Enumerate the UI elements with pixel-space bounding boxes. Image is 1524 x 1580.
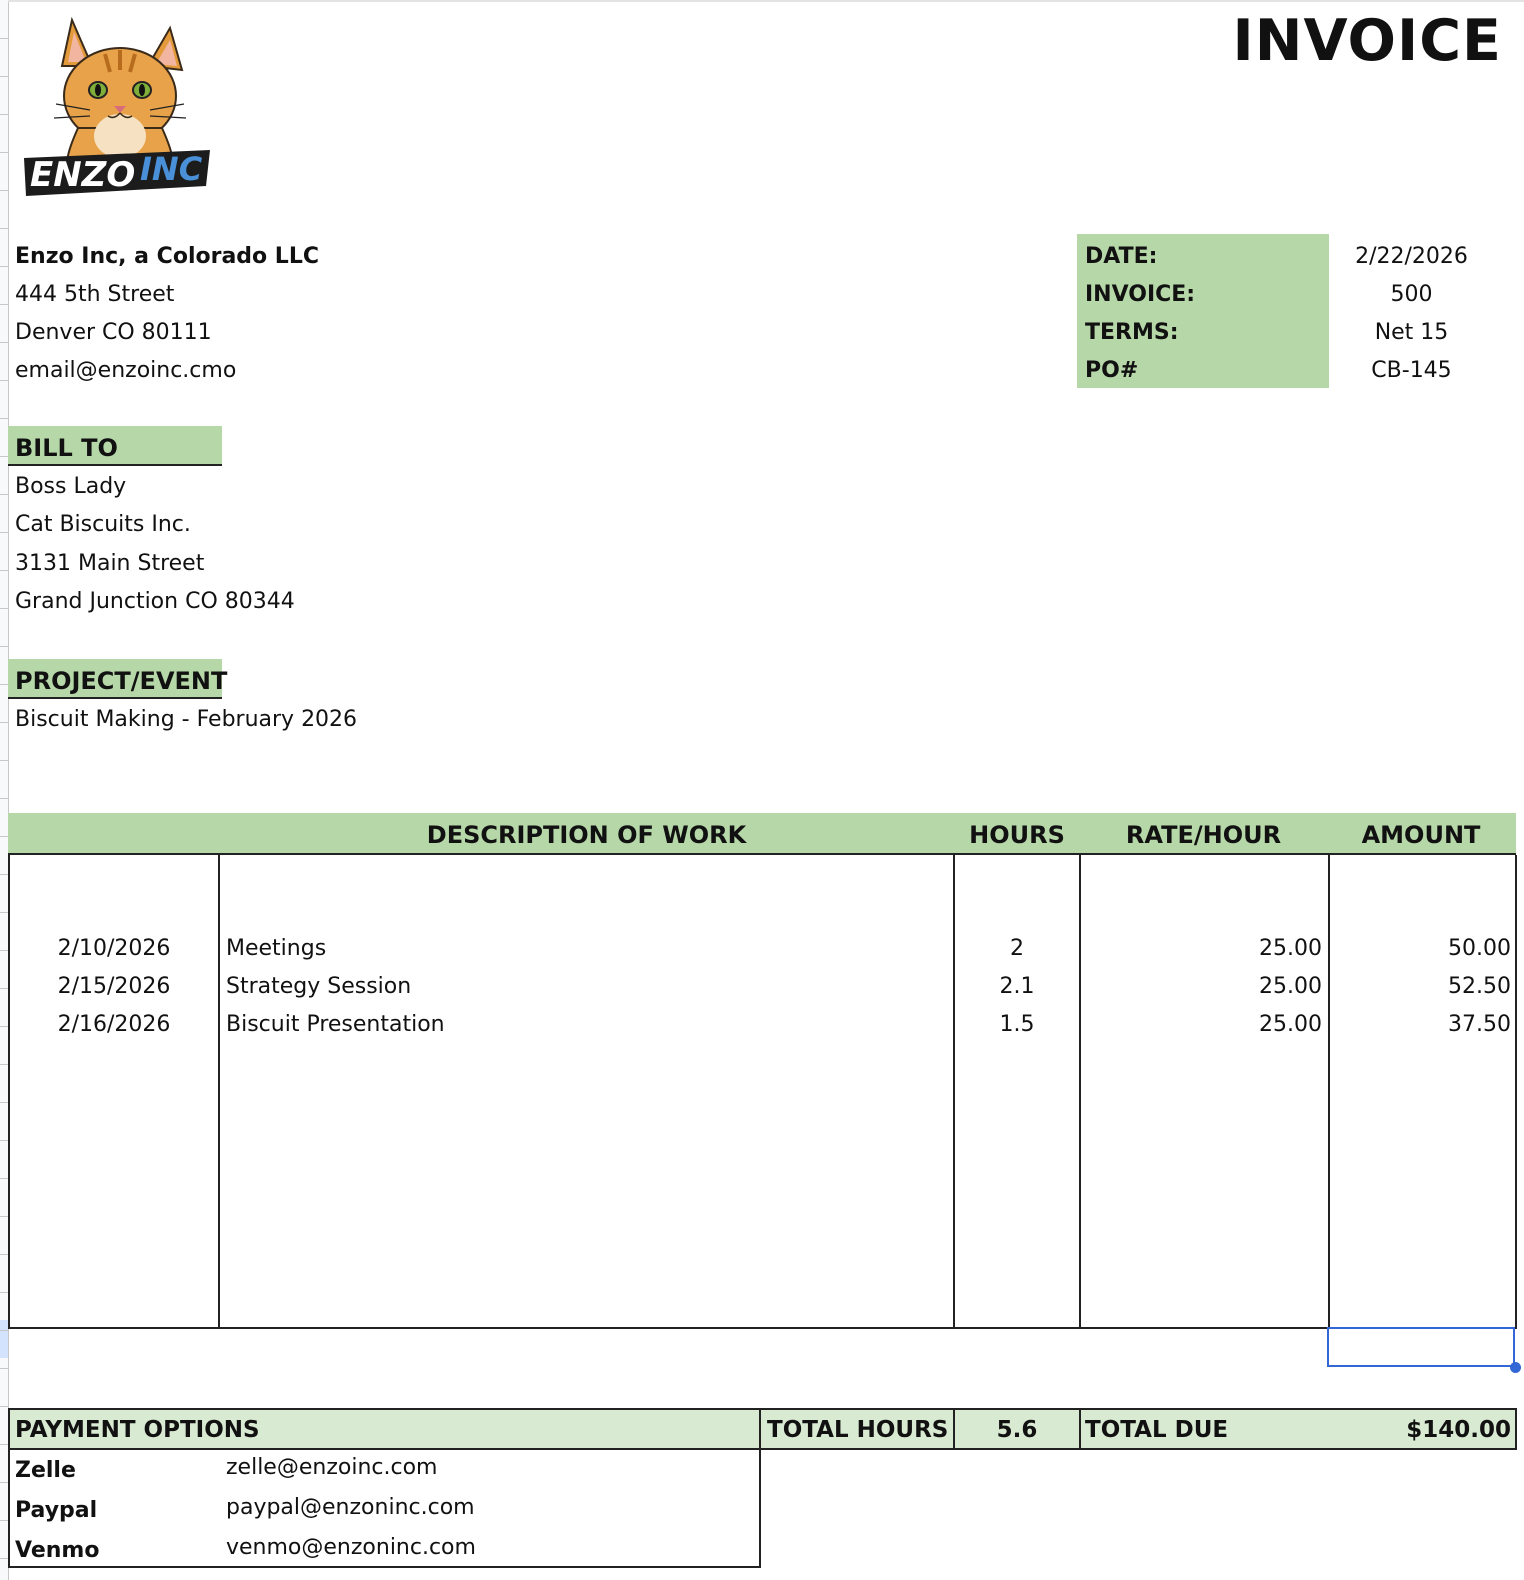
bill-to-heading: BILL TO	[8, 426, 222, 466]
row-header-tick	[0, 266, 8, 267]
bill-to-street[interactable]: 3131 Main Street	[15, 551, 205, 576]
total-due-label: TOTAL DUE	[1085, 1417, 1229, 1443]
row-3-rate[interactable]: 25.00	[1259, 1012, 1322, 1037]
row-header-tick	[0, 190, 8, 191]
company-email: email@enzoinc.cmo	[15, 358, 237, 383]
row-header-tick	[0, 1102, 8, 1103]
row-header-tick	[0, 532, 8, 533]
row-header-tick	[0, 912, 8, 913]
row-1-amount[interactable]: 50.00	[1448, 936, 1511, 961]
payment-address-venmo[interactable]: venmo@enzoninc.com	[226, 1535, 476, 1560]
row-2-rate[interactable]: 25.00	[1259, 974, 1322, 999]
row-header-tick	[0, 1064, 8, 1065]
row-3-description[interactable]: Biscuit Presentation	[226, 1012, 445, 1037]
payment-address-zelle[interactable]: zelle@enzoinc.com	[226, 1455, 438, 1480]
svg-text:INC: INC	[140, 150, 203, 188]
company-logo	[20, 8, 220, 203]
grid-line	[1079, 1408, 1081, 1450]
company-street: 444 5th Street	[15, 282, 175, 307]
row-header-tick	[0, 342, 8, 343]
row-header-tick	[0, 114, 8, 115]
row-header-tick	[0, 1330, 8, 1331]
company-name: Enzo Inc, a Colorado LLC	[15, 244, 319, 269]
row-header-tick	[0, 304, 8, 305]
row-2-description[interactable]: Strategy Session	[226, 974, 412, 999]
invoice-number-label: INVOICE:	[1085, 282, 1196, 307]
bill-to-company[interactable]: Cat Biscuits Inc.	[15, 512, 191, 537]
row-3-hours[interactable]: 1.5	[999, 1012, 1035, 1037]
row-2-amount[interactable]: 52.50	[1448, 974, 1511, 999]
total-hours-label: TOTAL HOURS	[767, 1417, 949, 1443]
project-value[interactable]: Biscuit Making - February 2026	[15, 707, 358, 732]
grid-line	[1515, 1408, 1517, 1450]
row-header-tick	[0, 1368, 8, 1369]
row-header-tick	[0, 1026, 8, 1027]
row-header-tick	[0, 950, 8, 951]
fill-handle[interactable]	[1510, 1362, 1521, 1373]
svg-text:ENZO: ENZO	[30, 155, 136, 195]
row-header-tick	[0, 456, 8, 457]
row-1-hours[interactable]: 2	[1010, 936, 1024, 961]
invoice-number-value[interactable]: 500	[1390, 282, 1433, 307]
po-value[interactable]: CB-145	[1371, 358, 1452, 383]
date-label: DATE:	[1085, 244, 1158, 269]
col-amount-header: AMOUNT	[1361, 821, 1481, 849]
grid-line	[953, 855, 955, 1328]
row-header-tick	[0, 76, 8, 77]
row-header-tick	[0, 646, 8, 647]
company-city: Denver CO 80111	[15, 320, 212, 345]
row-header-tick	[0, 1520, 8, 1521]
row-header-tick	[0, 874, 8, 875]
row-1-rate[interactable]: 25.00	[1259, 936, 1322, 961]
invoice-title: INVOICE	[1232, 8, 1502, 74]
payment-method-zelle: Zelle	[15, 1458, 76, 1483]
row-1-date[interactable]: 2/10/2026	[57, 936, 171, 961]
row-1-description[interactable]: Meetings	[226, 936, 327, 961]
bill-to-city[interactable]: Grand Junction CO 80344	[15, 589, 295, 614]
col-rate-header: RATE/HOUR	[1125, 821, 1282, 849]
row-header-tick	[0, 836, 8, 837]
row-header-tick	[0, 1178, 8, 1179]
po-label: PO#	[1085, 358, 1139, 383]
row-header-tick	[0, 1406, 8, 1407]
row-header-tick	[0, 1140, 8, 1141]
row-header-tick	[0, 228, 8, 229]
grid-line	[1079, 855, 1081, 1328]
row-header-tick	[0, 418, 8, 419]
grid-line	[8, 1408, 10, 1568]
row-header-tick	[0, 38, 8, 39]
terms-value[interactable]: Net 15	[1374, 320, 1449, 345]
selected-row-indicator	[0, 1320, 8, 1358]
row-header-tick	[0, 1292, 8, 1293]
terms-label: TERMS:	[1085, 320, 1179, 345]
payment-method-paypal: Paypal	[15, 1498, 98, 1523]
grid-line	[8, 1327, 1517, 1329]
grid-line	[1328, 855, 1330, 1328]
grid-line	[759, 1408, 761, 1568]
row-header-tick	[0, 608, 8, 609]
grid-line	[218, 855, 220, 1328]
payment-options-heading: PAYMENT OPTIONS	[15, 1417, 260, 1443]
column-header-strip	[8, 0, 1524, 2]
date-value[interactable]: 2/22/2026	[1355, 244, 1468, 269]
row-3-amount[interactable]: 37.50	[1448, 1012, 1511, 1037]
project-heading: PROJECT/EVENT	[8, 659, 222, 699]
row-header-tick	[0, 152, 8, 153]
payment-address-paypal[interactable]: paypal@enzoninc.com	[226, 1495, 475, 1520]
row-header-tick	[0, 1216, 8, 1217]
row-header-tick	[0, 570, 8, 571]
row-header-tick	[0, 1558, 8, 1559]
bill-to-name[interactable]: Boss Lady	[15, 474, 127, 499]
row-header-tick	[0, 1482, 8, 1483]
row-header-tick	[0, 1444, 8, 1445]
row-3-date[interactable]: 2/16/2026	[57, 1012, 171, 1037]
selected-cell[interactable]	[1327, 1327, 1515, 1367]
row-header-tick	[0, 380, 8, 381]
grid-line	[8, 855, 10, 1328]
row-header-tick	[0, 494, 8, 495]
col-hours-header: HOURS	[969, 821, 1065, 849]
col-description-header: DESCRIPTION OF WORK	[426, 821, 747, 849]
row-header-tick	[0, 988, 8, 989]
payment-method-venmo: Venmo	[15, 1538, 100, 1563]
total-hours-value[interactable]: 5.6	[996, 1417, 1038, 1443]
row-header-tick	[0, 798, 8, 799]
row-2-hours[interactable]: 2.1	[999, 974, 1035, 999]
total-due-value[interactable]: $140.00	[1406, 1417, 1511, 1443]
row-header-tick	[0, 760, 8, 761]
row-2-date[interactable]: 2/15/2026	[57, 974, 171, 999]
row-header-tick	[0, 1254, 8, 1255]
row-header-tick	[0, 684, 8, 685]
row-header-tick	[0, 722, 8, 723]
cat-icon	[20, 8, 220, 203]
grid-line	[1515, 855, 1517, 1328]
